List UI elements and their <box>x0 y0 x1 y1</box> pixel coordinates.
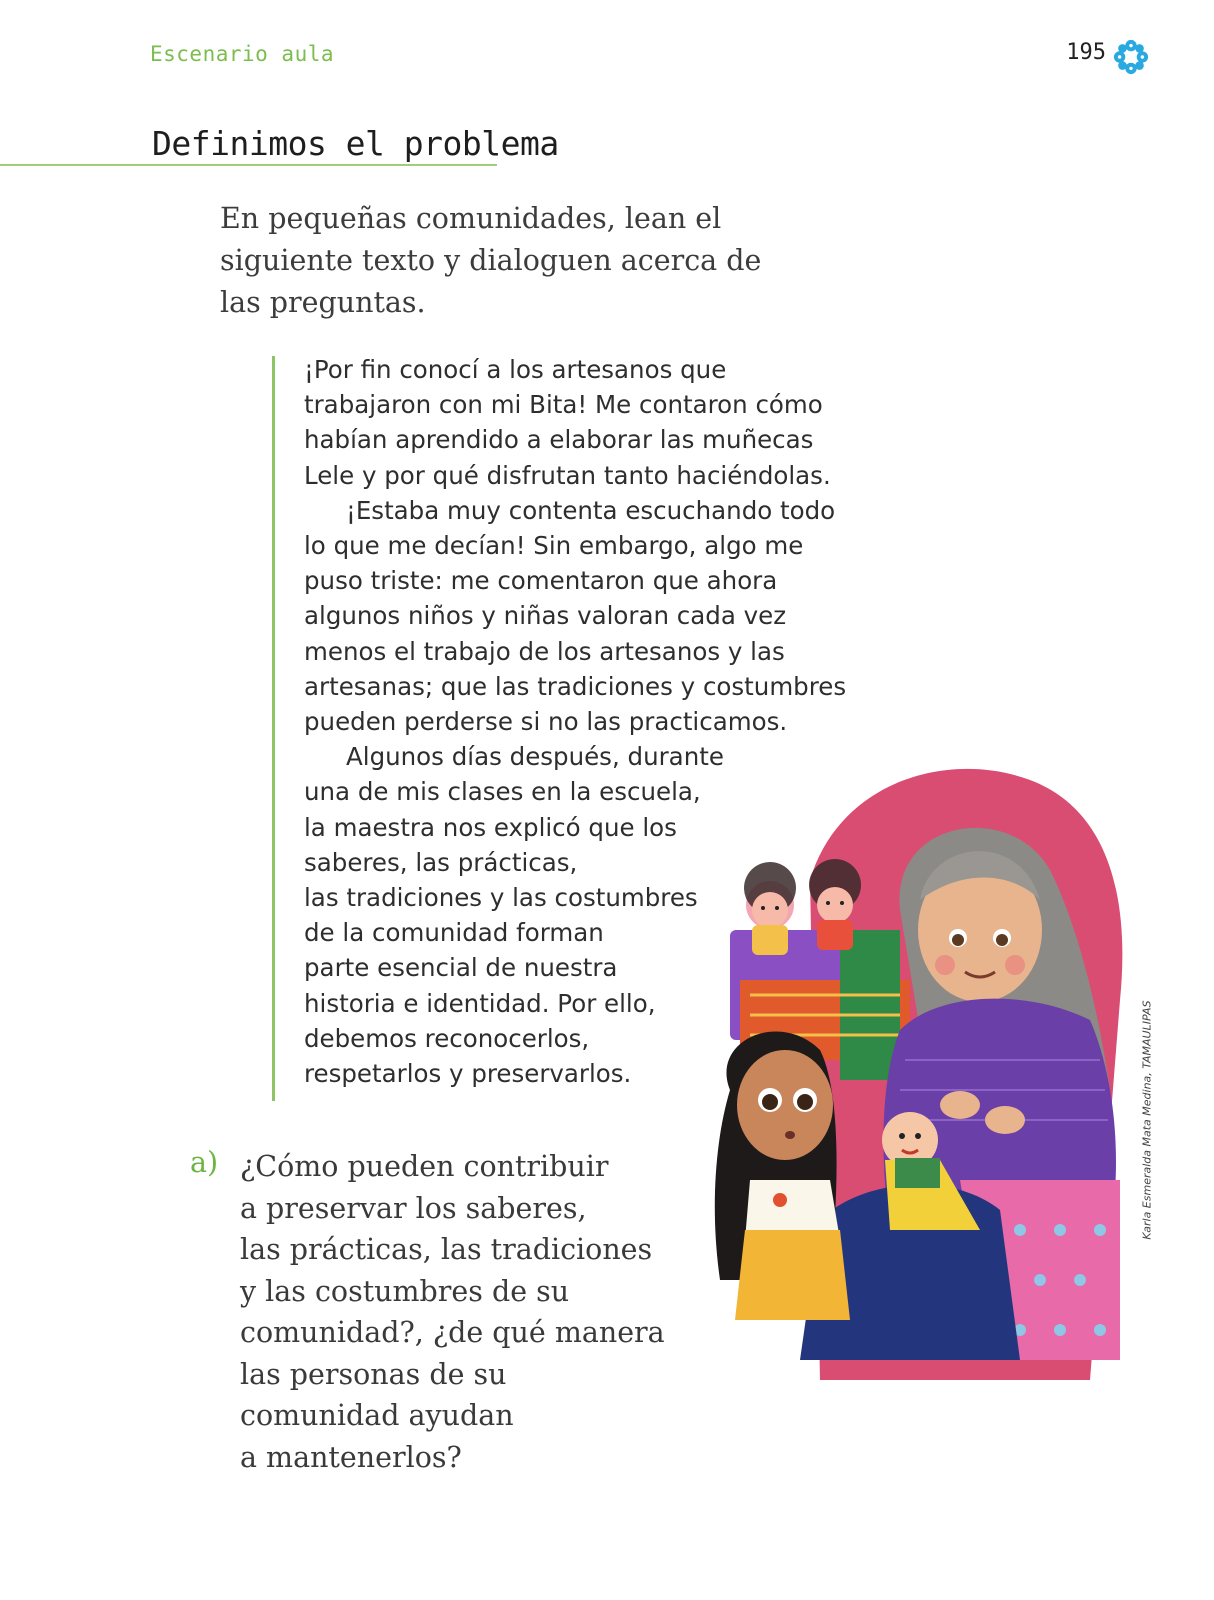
illustration-credit: Karla Esmeralda Mata Medina, TAMAULIPAS <box>1140 1000 1154 1240</box>
quote-bar <box>272 356 275 1101</box>
page-number: 195 <box>1066 40 1106 65</box>
section-label: Escenario aula <box>150 42 335 66</box>
question-marker: a) <box>190 1146 219 1179</box>
quote-paragraph-3: Algunos días después, durante una de mis clases en la escuela, la maestra nos explicó que los saberes, las prácticas, las tradiciones y las costumbres de la comunidad forman parte esencial de nuestra historia e identidad. Por ello, debemos reconocerlos, respetarlos y preservarlos. <box>304 742 724 1089</box>
section-heading: Definimos el problema <box>152 124 559 163</box>
intro-instructions: En pequeñas comunidades, lean el siguiente texto y dialoguen acerca de las preguntas. <box>220 202 762 319</box>
question-text: ¿Cómo pueden contribuir a preservar los saberes, las prácticas, las tradiciones y las costumbres de su comunidad?, ¿de qué manera las personas de su comunidad ayudan a mantenerlos? <box>240 1150 665 1474</box>
artisan-grandmother-illustration <box>690 760 1190 1380</box>
flower-ornament-icon <box>1112 38 1150 76</box>
quote-paragraph-1: ¡Por fin conocí a los artesanos que trabajaron con mi Bita! Me contaron cómo habían aprendido a elaborar las muñecas Lele y por qué disfrutan tanto haciéndolas. <box>304 355 831 490</box>
heading-underline <box>0 164 497 166</box>
quote-paragraph-2: ¡Estaba muy contenta escuchando todo lo que me decían! Sin embargo, algo me puso triste: me comentaron que ahora algunos niños y niñas valoran cada vez menos el trabajo de los artesanos y las artesanas; que las tradiciones y costumbres pueden perderse si no las practicamos. <box>304 495 847 737</box>
